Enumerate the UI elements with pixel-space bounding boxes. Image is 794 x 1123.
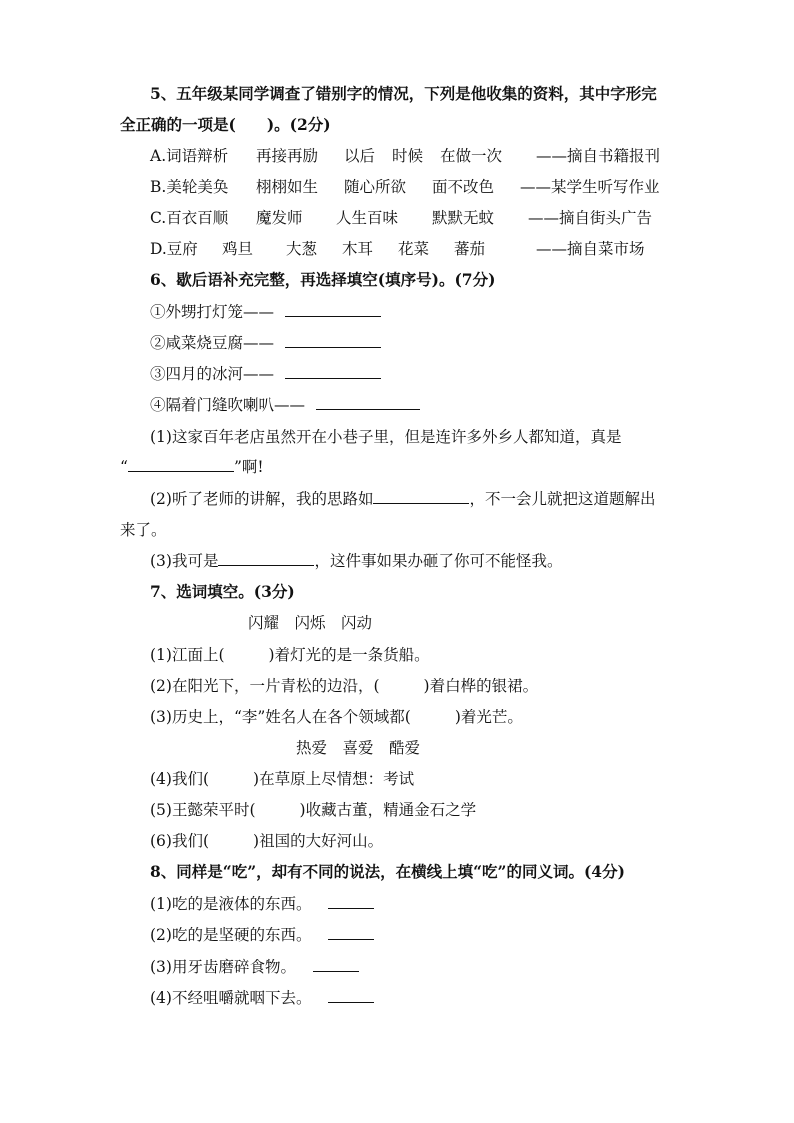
q6-title: 6、歇后语补充完整，再选择填空(填序号)。(7分) xyxy=(150,270,496,289)
sentence-text: (2)在阳光下，一片青松的边沿，( xyxy=(150,677,380,695)
option-cell: ——摘自书籍报刊 xyxy=(536,147,661,165)
option-cell: 大葱 xyxy=(286,240,318,258)
q8-item-1 xyxy=(150,894,374,914)
option-cell: 面不改色 xyxy=(432,178,495,196)
option-cell: ——某学生听写作业 xyxy=(520,178,660,196)
quote-open: “ xyxy=(120,458,128,476)
answer-blank[interactable] xyxy=(313,957,359,972)
option-cell: 以后 xyxy=(344,147,376,165)
item-text: (2)吃的是坚硬的东西。 xyxy=(150,926,312,944)
q5-title-line1: 5、五年级某同学调查了错别字的情况，下列是他收集的资料，其中字形完 xyxy=(150,84,657,103)
option-cell: 再接再励 xyxy=(256,147,319,165)
q7-sentence-1 xyxy=(150,645,430,665)
option-cell: 人生百味 xyxy=(336,209,399,227)
item-text: ③四月的冰河—— xyxy=(150,365,275,383)
sentence-text: )在草原上尽情想：考试 xyxy=(253,770,415,788)
q5-title-line2: 全正确的一项是( )。(2分) xyxy=(120,115,331,134)
sentence-text: (5)王懿荣平时( xyxy=(150,801,256,819)
q8-title: 8、同样是“吃”，却有不同的说法，在横线上填“吃”的同义词。(4分) xyxy=(150,862,625,881)
sentence-text: )收藏古董，精通金石之学 xyxy=(299,801,477,819)
option-cell: B.美轮美奂 xyxy=(150,178,229,196)
option-cell: 在做一次 xyxy=(440,147,503,165)
answer-blank[interactable] xyxy=(285,364,381,379)
sentence-text: ，不一会儿就把这道题解出 xyxy=(469,490,656,508)
sentence-text: )着光芒。 xyxy=(454,708,523,726)
answer-blank[interactable] xyxy=(218,551,314,566)
option-cell: 鸡旦 xyxy=(222,240,254,258)
answer-blank[interactable] xyxy=(328,894,374,909)
q6-sentence-2b: 来了。 xyxy=(120,521,167,539)
item-text: ④隔着门缝吹喇叭—— xyxy=(150,396,306,414)
answer-blank[interactable] xyxy=(128,457,234,472)
option-cell: 木耳 xyxy=(342,240,374,258)
answer-blank[interactable] xyxy=(285,302,381,317)
sentence-text: (2)听了老师的讲解，我的思路如 xyxy=(150,490,374,508)
q8-item-4 xyxy=(150,988,374,1008)
option-cell: A.词语辩析 xyxy=(150,147,229,165)
sentence-text: (4)我们( xyxy=(150,770,210,788)
q6-sentence-1a: (1)这家百年老店虽然开在小巷子里，但是连许多外乡人都知道，真是 xyxy=(150,428,622,446)
item-text: ②咸菜烧豆腐—— xyxy=(150,334,275,352)
option-cell: 随心所欲 xyxy=(344,178,407,196)
option-cell: 花菜 xyxy=(398,240,430,258)
q6-sentence-3 xyxy=(150,551,562,571)
option-cell: ——摘自街头广告 xyxy=(528,209,653,227)
q6-item-3 xyxy=(150,364,381,384)
answer-blank[interactable] xyxy=(285,333,381,348)
option-cell: D.豆府 xyxy=(150,240,198,258)
q7-word-bank-1: 闪耀 闪烁 闪动 xyxy=(248,614,373,632)
quote-close: ”啊! xyxy=(233,458,264,476)
option-cell: C.百衣百顺 xyxy=(150,209,229,227)
q8-item-3 xyxy=(150,957,359,977)
item-text: (1)吃的是液体的东西。 xyxy=(150,895,312,913)
item-text: (3)用牙齿磨碎食物。 xyxy=(150,958,296,976)
q6-item-4 xyxy=(150,395,420,415)
option-cell: 蕃茄 xyxy=(454,240,486,258)
item-text: (4)不经咀嚼就咽下去。 xyxy=(150,989,312,1007)
option-cell: 时候 xyxy=(392,147,424,165)
sentence-text: (3)历史上，“李”姓名人在各个领域都( xyxy=(150,708,411,726)
q7-sentence-3 xyxy=(150,707,523,727)
sentence-text: (3)我可是 xyxy=(150,552,219,570)
q6-sentence-2a xyxy=(150,489,655,509)
sentence-text: )着白桦的银裙。 xyxy=(423,677,539,695)
q7-sentence-2 xyxy=(150,676,538,696)
sentence-text: ，这件事如果办砸了你可不能怪我。 xyxy=(314,552,563,570)
q7-sentence-5 xyxy=(150,800,476,820)
sentence-text: )祖国的大好河山。 xyxy=(253,832,384,850)
answer-blank[interactable] xyxy=(373,489,469,504)
answer-blank[interactable] xyxy=(316,395,420,410)
q6-item-2 xyxy=(150,333,381,353)
sentence-text: (1)江面上( xyxy=(150,646,225,664)
q7-sentence-4 xyxy=(150,769,414,789)
q7-title: 7、选词填空。(3分) xyxy=(150,582,295,601)
option-cell: 栩栩如生 xyxy=(256,178,319,196)
answer-blank[interactable] xyxy=(328,925,374,940)
q7-word-bank-2: 热爱 喜爱 酷爱 xyxy=(296,739,421,757)
sentence-text: )着灯光的是一条货船。 xyxy=(268,646,430,664)
q7-sentence-6 xyxy=(150,831,383,851)
q6-sentence-1b xyxy=(120,457,264,477)
item-text: ①外甥打灯笼—— xyxy=(150,303,275,321)
option-cell: ——摘自菜市场 xyxy=(536,240,645,258)
sentence-text: (6)我们( xyxy=(150,832,210,850)
answer-blank[interactable] xyxy=(328,988,374,1003)
q6-item-1 xyxy=(150,302,381,322)
option-cell: 默默无蚊 xyxy=(432,209,495,227)
q8-item-2 xyxy=(150,925,374,945)
option-cell: 魔发师 xyxy=(256,209,303,227)
